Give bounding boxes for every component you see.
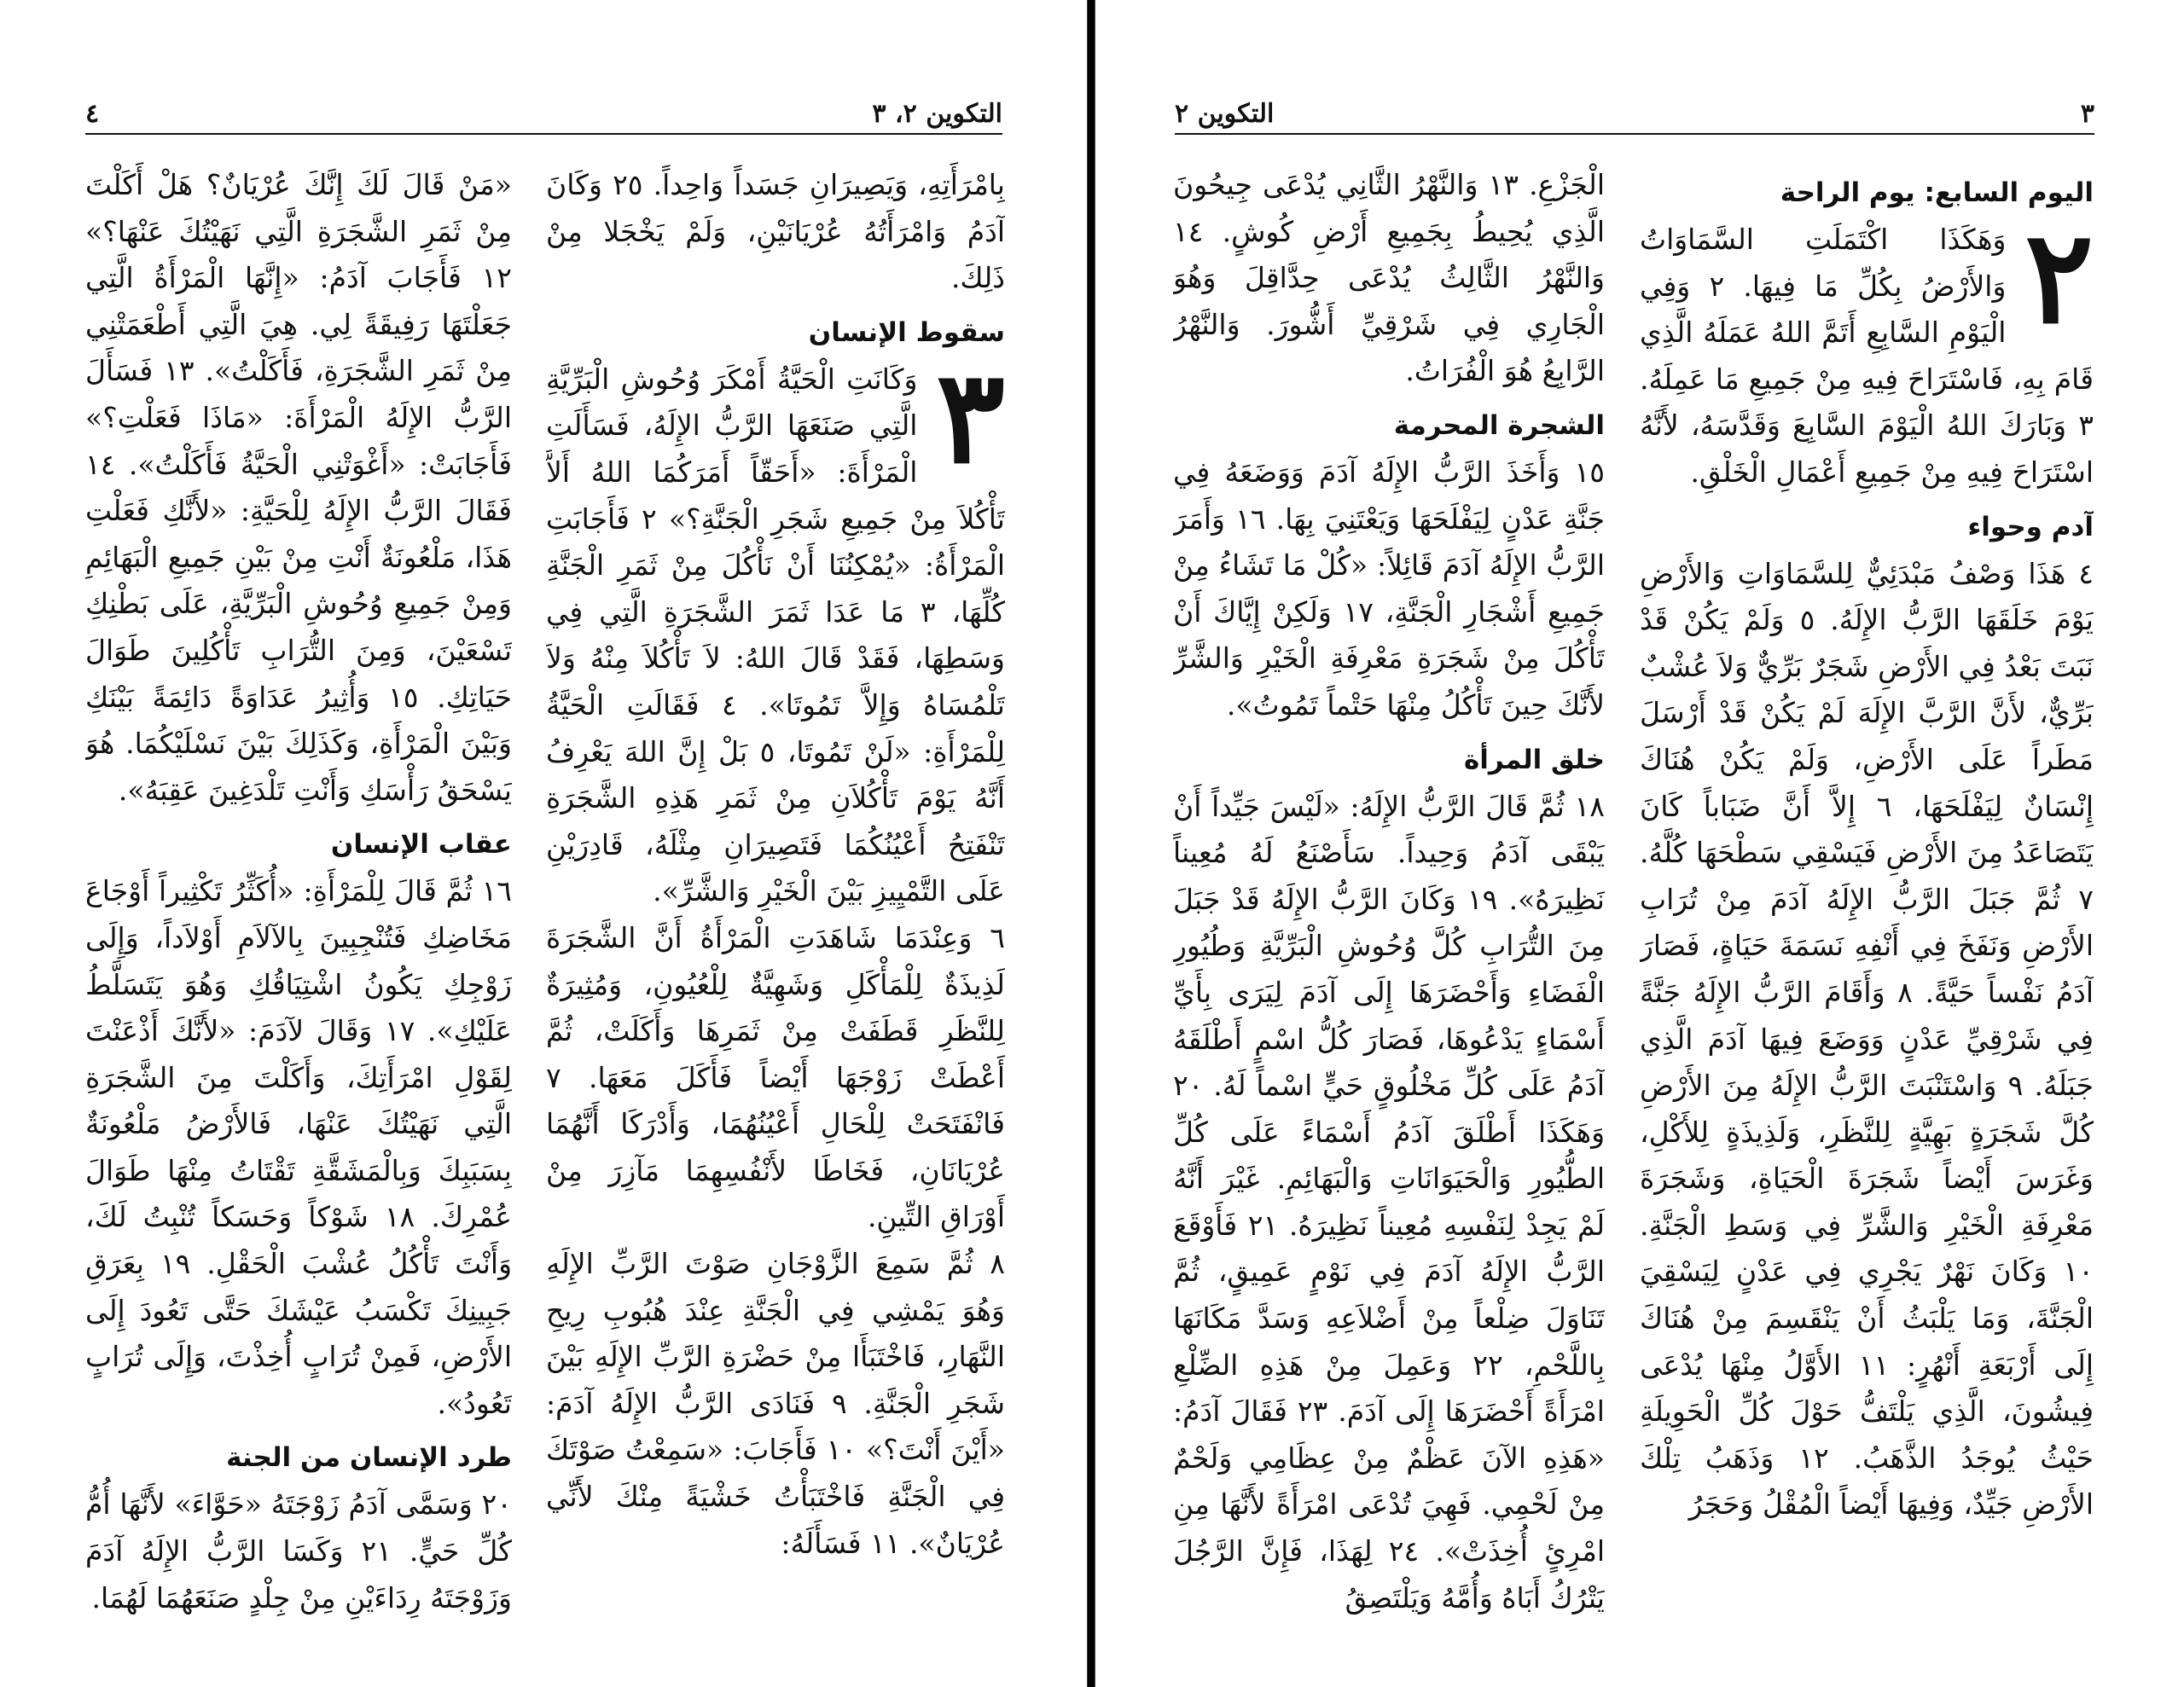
section-heading: عقاب الإنسان	[330, 829, 512, 861]
paragraph: ١٦ ثُمَّ قَالَ لِلْمَرْأَةِ: «أُكَثِّرُ تَكْثِيراً أَوْجَاعَ مَخَاضِكِ فَتُنْجِبِينَ بِالآلاَمِ أَوْلاَداً، وَإِلَى زَوْجِكِ يَكُونُ اشْتِيَاقُكِ وَهُوَ يَتَسَلَّطُ عَلَيْكِ». ١٧ وَقَالَ لآدَمَ: «لأَنَّكَ أَذْعَنْتَ لِقَوْلِ امْرَأَتِكَ، وَأَكَلْتَ مِنَ الشَّجَرَةِ الَّتِي نَهَيْتُكَ عَنْهَا، فَالأَرْضُ مَلْعُونَةٌ بِسَبَبِكَ وَبِالْمَشَقَّةِ تَقْتَاتُ مِنْهَا طَوَالَ عُمْرِكَ. ١٨ شَوْكاً وَحَسَكاً تُنْبِتُ لَكَ، وَأَنْتَ تَأْكُلُ عُشْبَ الْحَقْلِ. ١٩ بِعَرَقِ جَبِينِكَ تَكْسَبُ عَيْشَكَ حَتَّى تَعُودَ إِلَى الأَرْضِ، فَمِنْ تُرَابٍ أُخِذْتَ، وَإِلَى تُرَابٍ تَعُودُ».	[85, 874, 512, 1420]
section-heading: طرد الإنسان من الجنة	[226, 1442, 512, 1474]
paragraph: ٢٠ وَسَمَّى آدَمُ زَوْجَتَهُ «حَوَّاءَ» لأَنَّهَا أُمُّ كُلِّ حَيٍّ. ٢١ وَكَسَا الرَّبُّ الإِلَهُ آدَمَ وَزَوْجَتَهُ رِدَاءَيْنِ مِنْ جِلْدٍ صَنَعَهُمَا لَهُمَا.	[85, 1487, 512, 1615]
left-page-column-left	[85, 162, 512, 1629]
paragraph: بِامْرَأَتِهِ، وَيَصِيرَانِ جَسَداً وَاحِداً. ٢٥ وَكَانَ آدَمُ وَامْرَأَتُهُ عُرْيَانَيْنِ، وَلَمْ يَخْجَلا مِنْ ذَلِكَ.	[546, 168, 1005, 295]
section-heading: اليوم السابع: يوم الراحة	[1780, 177, 2094, 208]
paragraph: ١٥ وَأَخَذَ الرَّبُّ الإِلَهُ آدَمَ وَوَضَعَهُ فِي جَنَّةِ عَدْنٍ لِيَفْلَحَهَا وَيَعْتَنِيَ بِهَا. ١٦ وَأَمَرَ الرَّبُّ الإِلَهُ آدَمَ قَائِلاً: «كُلْ مَا تَشَاءُ مِنْ جَمِيعِ أَشْجَارِ الْجَنَّةِ، ١٧ وَلَكِنْ إِيَّاكَ أَنْ تَأْكُلَ مِنْ شَجَرَةِ مَعْرِفَةِ الْخَيْرِ وَالشَّرِّ لأَنَّكَ حِينَ تَأْكُلُ مِنْهَا حَتْماً تَمُوتُ».	[1173, 455, 1605, 722]
page-number: ٣	[2080, 99, 2094, 129]
section-heading: خلق المرأة	[1464, 744, 1605, 775]
paragraph: الْجَزْعِ. ١٣ وَالنَّهْرُ الثَّانِي يُدْعَى جِيحُونَ الَّذِي يُحِيطُ بِجَمِيعِ أَرْضِ كُوشٍ. ١٤ وَالنَّهْرُ الثَّالِثُ يُدْعَى حِدَّاقِلَ وَهُوَ الْجَارِي فِي شَرْقِيِّ أَشُّورَ. وَالنَّهْرُ الرَّابِعُ هُوَ الْفُرَاتُ.	[1173, 168, 1605, 388]
right-page-column-left	[1173, 162, 1605, 1629]
section-heading: آدم وحواء	[1967, 511, 2094, 542]
left-page-column-right	[546, 162, 1005, 1629]
paragraph: «مَنْ قَالَ لَكَ إِنَّكَ عُرْيَانٌ؟ هَلْ أَكَلْتَ مِنْ ثَمَرِ الشَّجَرَةِ الَّتِي نَهَيْتُكَ عَنْهَا؟» ١٢ فَأَجَابَ آدَمُ: «إِنَّهَا الْمَرْأَةُ الَّتِي جَعَلْتَهَا رَفِيقَةً لِي. هِيَ الَّتِي أَطْعَمَتْنِي مِنْ ثَمَرِ الشَّجَرَةِ، فَأَكَلْتُ». ١٣ فَسَأَلَ الرَّبُّ الإِلَهُ الْمَرْأَةَ: «مَاذَا فَعَلْتِ؟» فَأَجَابَتْ: «أَغْوَتْنِي الْحَيَّةُ فَأَكَلْتُ». ١٤ فَقَالَ الرَّبُّ الإِلَهُ لِلْحَيَّةِ: «لأَنَّكِ فَعَلْتِ هَذَا، مَلْعُونَةٌ أَنْتِ مِنْ بَيْنِ جَمِيعِ الْبَهَائِمِ وَمِنْ جَمِيعِ وُحُوشِ الْبَرِّيَّةِ، عَلَى بَطْنِكِ تَسْعَيْنَ، وَمِنَ التُّرَابِ تَأْكُلِينَ طَوَالَ حَيَاتِكِ. ١٥ وَأُثِيرُ عَدَاوَةً دَائِمَةً بَيْنَكِ وَبَيْنَ الْمَرْأَةِ، وَكَذَلِكَ بَيْنَ نَسْلَيْكُمَا. هُوَ يَسْحَقُ رَأْسَكِ وَأَنْتِ تَلْدَغِينَ عَقِبَهُ».	[85, 168, 512, 807]
paragraph	[546, 341, 1005, 915]
paragraph: ٨ ثُمَّ سَمِعَ الزَّوْجَانِ صَوْتَ الرَّبِّ الإِلَهِ وَهُوَ يَمْشِي فِي الْجَنَّةِ عِنْدَ هُبُوبِ رِيحِ النَّهَارِ، فَاخْتَبَأَا مِنْ حَضْرَةِ الرَّبِّ الإِلَهِ بَيْنَ شَجَرِ الْجَنَّةِ. ٩ فَنَادَى الرَّبُّ الإِلَهُ آدَمَ: «أَيْنَ أَنْتَ؟» ١٠ فَأَجَابَ: «سَمِعْتُ صَوْتَكَ فِي الْجَنَّةِ فَاخْتَبَأْتُ خَشْيَةً مِنْكَ لأَنِّي عُرْيَانٌ». ١١ فَسَأَلَهُ:	[546, 1247, 1005, 1560]
section-heading: الشجرة المحرمة	[1393, 409, 1605, 441]
right-page-header	[1175, 96, 2094, 135]
page-number: ٤	[85, 99, 100, 129]
verse-text: وَهَكَذَا اكْتَمَلَتِ السَّمَاوَاتُ وَالأَرْضُ بِكُلِّ مَا فِيهَا. ٢ وَفِي الْيَوْمِ السَّابِعِ أَتَمَّ اللهُ عَمَلَهُ الَّذِي قَامَ بِهِ، فَاسْتَرَاحَ فِيهِ مِنْ جَمِيعِ مَا عَمِلَهُ. ٣ وَبَارَكَ اللهُ الْيَوْمَ السَّابِعَ وَقَدَّسَهُ، لأَنَّهُ اسْتَرَاحَ فِيهِ مِنْ جَمِيعِ أَعْمَالِ الْخَلْقِ.	[1640, 223, 2094, 489]
chapter-numeral: ٣	[936, 341, 1005, 492]
paragraph: ٤ هَذَا وَصْفُ مَبْدَئِيٌّ لِلسَّمَاوَاتِ وَالأَرْضِ يَوْمَ خَلَقَهَا الرَّبُّ الإِلَهُ. ٥ وَلَمْ يَكُنْ قَدْ نَبَتَ بَعْدُ فِي الأَرْضِ شَجَرٌ بَرِّيٌّ وَلاَ عُشْبٌ بَرِّيٌّ، لأَنَّ الرَّبَّ الإِلَهَ لَمْ يَكُنْ قَدْ أَرْسَلَ مَطَراً عَلَى الأَرْضِ، وَلَمْ يَكُنْ هُنَاكَ إِنْسَانٌ لِيَفْلَحَهَا، ٦ إِلاَّ أَنَّ ضَبَاباً كَانَ يَتَصَاعَدُ مِنَ الأَرْضِ فَيَسْقِي سَطْحَهَا كُلَّهُ. ٧ ثُمَّ جَبَلَ الرَّبُّ الإِلَهُ آدَمَ مِنْ تُرَابِ الأَرْضِ وَنَفَخَ فِي أَنْفِهِ نَسَمَةَ حَيَاةٍ، فَصَارَ آدَمُ نَفْساً حَيَّةً. ٨ وَأَقَامَ الرَّبُّ الإِلَهُ جَنَّةً فِي شَرْقِيِّ عَدْنٍ وَوَضَعَ فِيهَا آدَمَ الَّذِي جَبَلَهُ. ٩ وَاسْتَنْبَتَ الرَّبُّ الإِلَهُ مِنَ الأَرْضِ كُلَّ شَجَرَةٍ بَهِيَّةٍ لِلنَّظَرِ، وَلَذِيذَةٍ لِلأَكْلِ، وَغَرَسَ أَيْضاً شَجَرَةَ الْحَيَاةِ، وَشَجَرَةَ مَعْرِفَةِ الْخَيْرِ وَالشَّرِّ فِي وَسَطِ الْجَنَّةِ. ١٠ وَكَانَ نَهْرٌ يَجْرِي فِي عَدْنٍ لِيَسْقِيَ الْجَنَّةَ، وَمَا يَلْبَثُ أَنْ يَنْقَسِمَ مِنْ هُنَاكَ إِلَى أَرْبَعَةِ أَنْهُرٍ: ١١ الأَوَّلُ مِنْهَا يُدْعَى فِيشُونَ، الَّذِي يَلْتَفُّ حَوْلَ كُلِّ الْحَوِيلَةِ حَيْثُ يُوجَدُ الذَّهَبُ. ١٢ وَذَهَبُ تِلْكَ الأَرْضِ جَيِّدٌ، وَفِيهَا أَيْضاً الْمُقْلُ وَحَجَرُ	[1640, 556, 2094, 1522]
verse-text: وَكَانَتِ الْحَيَّةُ أَمْكَرَ وُحُوشِ الْبَرِّيَّةِ الَّتِي صَنَعَهَا الرَّبُّ الإِلَهُ، فَسَأَلَتِ الْمَرْأَةَ: «أَحَقّاً أَمَرَكُمَا اللهُ أَلاَّ تَأْكُلاَ مِنْ جَمِيعِ شَجَرِ الْجَنَّةِ؟» ٢ فَأَجَابَتِ الْمَرْأَةُ: «يُمْكِنُنَا أَنْ نَأْكُلَ مِنْ ثَمَرِ الْجَنَّةِ كُلِّهَا، ٣ مَا عَدَا ثَمَرَ الشَّجَرَةِ الَّتِي فِي وَسَطِهَا، فَقَدْ قَالَ اللهُ: لاَ تَأْكُلاَ مِنْهُ وَلاَ تَلْمُسَاهُ وَإِلاَّ تَمُوتَا». ٤ فَقَالَتِ الْحَيَّةُ لِلْمَرْأَةِ: «لَنْ تَمُوتَا، ٥ بَلْ إِنَّ اللهَ يَعْرِفُ أَنَّهُ يَوْمَ تَأْكُلاَنِ مِنْ ثَمَرِ هَذِهِ الشَّجَرَةِ تَنْفَتِحُ أَعْيُنُكُمَا فَتَصِيرَانِ مِثْلَهُ، قَادِرَيْنِ عَلَى التَّمْيِيزِ بَيْنَ الْخَيْرِ وَالشَّرِّ».	[546, 362, 1005, 908]
chapter-numeral: ٢	[2024, 202, 2094, 352]
paragraph	[1640, 202, 2094, 496]
paragraph: ١٨ ثُمَّ قَالَ الرَّبُّ الإِلَهُ: «لَيْسَ جَيِّداً أَنْ يَبْقَى آدَمُ وَحِيداً. سَأَصْنَعُ لَهُ مُعِيناً نَظِيرَهُ». ١٩ وَكَانَ الرَّبُّ الإِلَهُ قَدْ جَبَلَ مِنَ التُّرَابِ كُلَّ وُحُوشِ الْبَرِّيَّةِ وَطُيُورِ الْفَضَاءِ وَأَحْضَرَهَا إِلَى آدَمَ لِيَرَى بِأَيِّ أَسْمَاءٍ يَدْعُوهَا، فَصَارَ كُلُّ اسْمٍ أَطْلَقَهُ آدَمُ عَلَى كُلِّ مَخْلُوقٍ حَيٍّ اسْماً لَهُ. ٢٠ وَهَكَذَا أَطْلَقَ آدَمُ أَسْمَاءً عَلَى كُلِّ الطُّيُورِ وَالْحَيَوَانَاتِ وَالْبَهَائِمِ. غَيْرَ أَنَّهُ لَمْ يَجِدْ لِنَفْسِهِ مُعِيناً نَظِيرَهُ. ٢١ فَأَوْقَعَ الرَّبُّ الإِلَهُ آدَمَ فِي نَوْمٍ عَمِيقٍ، ثُمَّ تَنَاوَلَ ضِلْعاً مِنْ أَضْلاَعِهِ وَسَدَّ مَكَانَهَا بِاللَّحْمِ، ٢٢ وَعَمِلَ مِنْ هَذِهِ الضِّلْعِ امْرَأَةً أَحْضَرَهَا إِلَى آدَمَ. ٢٣ فَقَالَ آدَمُ: «هَذِهِ الآنَ عَظْمٌ مِنْ عِظَامِي وَلَحْمٌ مِنْ لَحْمِي. فَهِيَ تُدْعَى امْرَأَةً لأَنَّهَا مِنِ امْرِئٍ أُخِذَتْ». ٢٤ لِهَذَا، فَإِنَّ الرَّجُلَ يَتْرُكُ أَبَاهُ وَأُمَّهُ وَيَلْتَصِقُ	[1173, 789, 1605, 1615]
right-page-column-right	[1640, 162, 2094, 1629]
left-page-header	[85, 96, 1002, 135]
right-page	[1094, 0, 2184, 1687]
left-page	[0, 0, 1087, 1687]
section-heading: سقوط الإنسان	[808, 316, 1005, 348]
running-title: التكوين ٢	[1175, 99, 1275, 129]
paragraph: ٦ وَعِنْدَمَا شَاهَدَتِ الْمَرْأَةُ أَنَّ الشَّجَرَةَ لَذِيذَةٌ لِلْمَأْكَلِ وَشَهِيَّةٌ لِلْعُيُونِ، وَمُثِيرَةٌ لِلنَّظَرِ قَطَفَتْ مِنْ ثَمَرِهَا وَأَكَلَتْ، ثُمَّ أَعْطَتْ زَوْجَهَا أَيْضاً فَأَكَلَ مَعَهَا. ٧ فَانْفَتَحَتْ لِلْحَالِ أَعْيُنُهُمَا، وَأَدْرَكَا أَنَّهُمَا عُرْيَانَانِ، فَخَاطَا لأَنْفُسِهِمَا مَآزِرَ مِنْ أَوْرَاقِ التِّينِ.	[546, 920, 1005, 1234]
running-title: التكوين ٢، ٣	[872, 99, 1002, 129]
